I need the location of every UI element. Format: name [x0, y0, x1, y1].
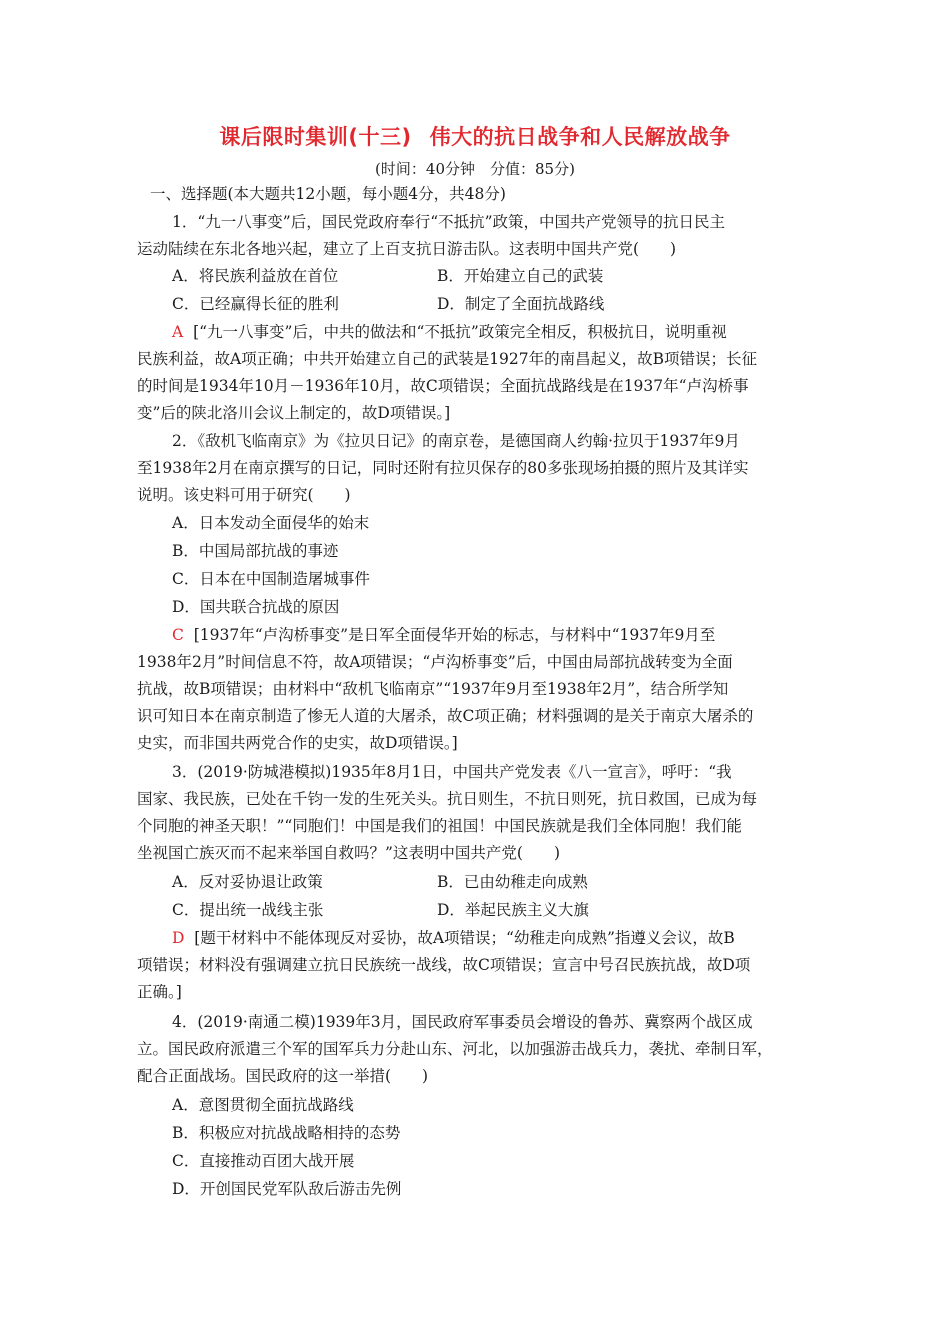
q2-explanation-line: 抗战，故B项错误；由材料中“敌机飞临南京”“1937年9月至1938年2月”，结合所学知 [137, 680, 729, 698]
q4-stem-line: 4．(2019·南通二模)1939年3月，国民政府军事委员会增设的鲁苏、冀察两个战区成 [172, 1013, 753, 1031]
title-series: 课后限时集训(十三) [219, 125, 412, 149]
q3-option-c: C．提出统一战线主张 [172, 901, 324, 919]
q3-stem-line: 国家、我民族，已处在千钧一发的生死关头。抗日则生，不抗日则死，抗日救国，已成为每 [137, 790, 758, 808]
q1-option-d: D．制定了全面抗战路线 [437, 295, 605, 313]
q2-explanation-text: [1937年“卢沟桥事变”是日军全面侵华开始的标志，与材料中“1937年9月至 [193, 626, 716, 644]
q2-explanation-line: 1938年2月”时间信息不符，故A项错误；“卢沟桥事变”后，中国由局部抗战转变为全面 [137, 653, 733, 671]
q3-option-b: B．已由幼稚走向成熟 [437, 873, 588, 891]
q1-explanation-line: 变”后的陕北洛川会议上制定的，故D项错误。] [137, 404, 451, 422]
q3-explanation-text: [题干材料中不能体现反对妥协，故A项错误；“幼稚走向成熟”指遵义会议，故B [194, 929, 735, 947]
time-score-info: (时间：40分钟 分值：85分) [375, 160, 575, 178]
q3-stem-line: 坐视国亡族灭而不起来举国自救吗？”这表明中国共产党( ) [137, 844, 561, 862]
q1-stem-line: 1．“九一八事变”后，国民党政府奉行“不抵抗”政策，中国共产党领导的抗日民主 [172, 213, 726, 231]
section-heading: 一、选择题(本大题共12小题，每小题4分，共48分) [150, 185, 506, 203]
q1-explanation-line [172, 322, 727, 342]
q1-stem-line: 运动陆续在东北各地兴起，建立了上百支抗日游击队。这表明中国共产党( ) [137, 240, 677, 258]
title-topic: 伟大的抗日战争和人民解放战争 [429, 125, 731, 149]
q3-explanation-line [172, 928, 735, 948]
q2-option-b: B．中国局部抗战的事迹 [172, 542, 339, 560]
q1-option-c: C．已经赢得长征的胜利 [172, 295, 339, 313]
q2-stem-line: 至1938年2月在南京撰写的日记，同时还附有拉贝保存的80多张现场拍摄的照片及其详实 [137, 459, 749, 477]
q2-option-a: A．日本发动全面侵华的始末 [172, 514, 370, 532]
q3-option-a: A．反对妥协退让政策 [172, 873, 323, 891]
q4-option-b: B．积极应对抗战战略相持的态势 [172, 1124, 401, 1142]
q3-explanation-line: 项错误；材料没有强调建立抗日民族统一战线，故C项错误；宣言中号召民族抗战，故D项 [137, 956, 751, 974]
q4-option-c: C．直接推动百团大战开展 [172, 1152, 355, 1170]
q2-option-d: D．国共联合抗战的原因 [172, 598, 340, 616]
q2-stem-line: 说明。该史料可用于研究( ) [137, 486, 351, 504]
q2-option-c: C．日本在中国制造屠城事件 [172, 570, 370, 588]
q2-explanation-line [172, 625, 715, 645]
q3-stem-line: 3．(2019·防城港模拟)1935年8月1日，中国共产党发表《八一宣言》，呼吁：“我 [172, 763, 732, 781]
q4-option-a: A．意图贯彻全面抗战路线 [172, 1096, 354, 1114]
q1-explanation-line: 的时间是1934年10月－1936年10月，故C项错误；全面抗战路线是在1937年“卢沟桥事 [137, 377, 749, 395]
q2-explanation-line: 识可知日本在南京制造了惨无人道的大屠杀，故C项正确；材料强调的是关于南京大屠杀的 [137, 707, 754, 725]
q1-option-b: B．开始建立自己的武装 [437, 267, 604, 285]
q2-answer: C [172, 626, 184, 644]
q2-explanation-line: 史实，而非国共两党合作的史实，故D项错误。] [137, 734, 458, 752]
q1-explanation-line: 民族利益，故A项正确；中共开始建立自己的武装是1927年的南昌起义，故B项错误；长征 [137, 350, 758, 368]
q1-explanation-text: [“九一八事变”后，中共的做法和“不抵抗”政策完全相反，积极抗日，说明重视 [193, 323, 727, 341]
q4-stem-line: 配合正面战场。国民政府的这一举措( ) [137, 1067, 429, 1085]
page-title [0, 121, 950, 151]
q4-stem-line: 立。国民政府派遣三个军的国军兵力分赴山东、河北，以加强游击战兵力，袭扰、牵制日军， [137, 1040, 773, 1058]
q3-answer: D [172, 929, 185, 947]
q4-option-d: D．开创国民党军队敌后游击先例 [172, 1180, 402, 1198]
q3-option-d: D．举起民族主义大旗 [437, 901, 589, 919]
q2-stem-line: 2．《敌机飞临南京》为《拉贝日记》的南京卷，是德国商人约翰·拉贝于1937年9月 [172, 432, 740, 450]
q3-stem-line: 个同胞的神圣天职！”“同胞们！中国是我们的祖国！中国民族就是我们全体同胞！我们能 [137, 817, 742, 835]
q1-option-a: A．将民族利益放在首位 [172, 267, 339, 285]
q1-answer: A [172, 323, 184, 341]
q3-explanation-line: 正确。] [137, 983, 182, 1001]
